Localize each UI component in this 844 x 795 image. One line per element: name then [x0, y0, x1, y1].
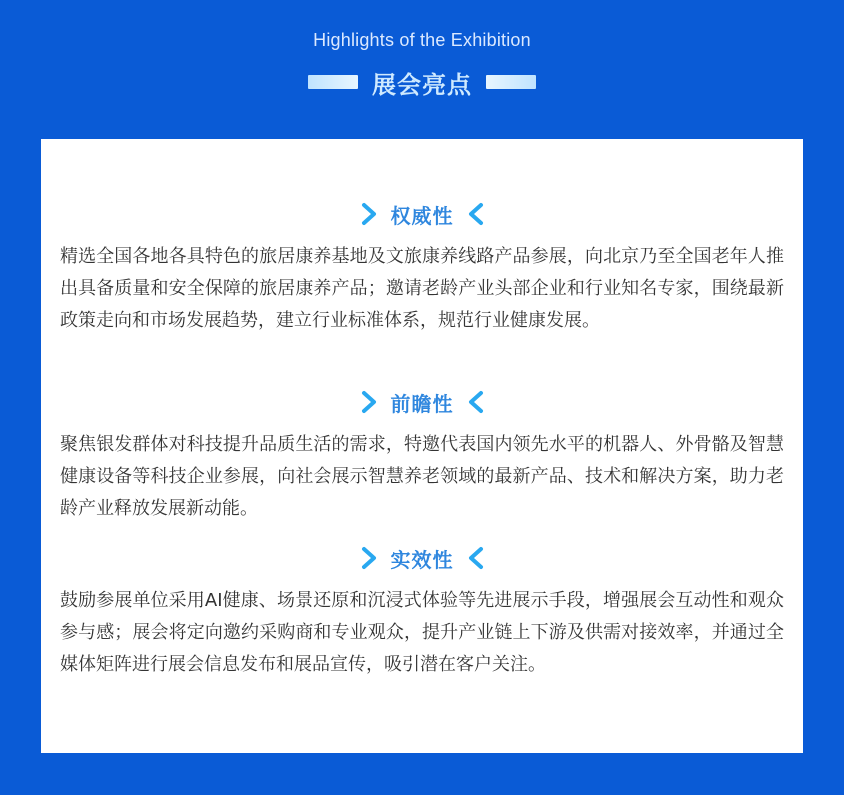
- section-title-authority: 权威性: [390, 203, 454, 228]
- chevron-right-icon: [359, 546, 379, 570]
- section-title-foresight: 前瞻性: [390, 391, 454, 416]
- section-body-effectiveness: 鼓励参展单位采用AI健康、场景还原和沉浸式体验等先进展示手段，增强展会互动性和观众参与感；展会将定向邀约采购商和专业观众，提升产业链上下游及供需对接效率，并通过全媒体矩阵进行展会信息发布和展品宣传，吸引潜在客户关注。: [60, 590, 784, 675]
- chevron-left-icon: [466, 546, 486, 570]
- section-heading-authority: [41, 199, 803, 229]
- page-title: 展会亮点: [372, 70, 472, 99]
- content-card: [41, 139, 803, 753]
- title-decor-bar-left: [308, 75, 358, 89]
- section-body-foresight: 聚焦银发群体对科技提升品质生活的需求，特邀代表国内领先水平的机器人、外骨骼及智慧健康设备等科技企业参展，向社会展示智慧养老领域的最新产品、技术和解决方案，助力老龄产业释放发展新动能。: [60, 434, 784, 519]
- header-title-row: [0, 64, 844, 100]
- section-body-authority: 精选全国各地各具特色的旅居康养基地及文旅康养线路产品参展，向北京乃至全国老年人推出具备质量和安全保障的旅居康养产品；邀请老龄产业头部企业和行业知名专家，围绕最新政策走向和市场发展趋势，建立行业标准体系，规范行业健康发展。: [60, 246, 784, 331]
- section-heading-effectiveness: [41, 543, 803, 573]
- chevron-right-icon: [359, 390, 379, 414]
- section-heading-foresight: [41, 387, 803, 417]
- chevron-left-icon: [466, 390, 486, 414]
- chevron-right-icon: [359, 202, 379, 226]
- section-title-effectiveness: 实效性: [390, 547, 454, 572]
- chevron-left-icon: [466, 202, 486, 226]
- header-subtitle: Highlights of the Exhibition: [313, 30, 531, 50]
- title-decor-bar-right: [486, 75, 536, 89]
